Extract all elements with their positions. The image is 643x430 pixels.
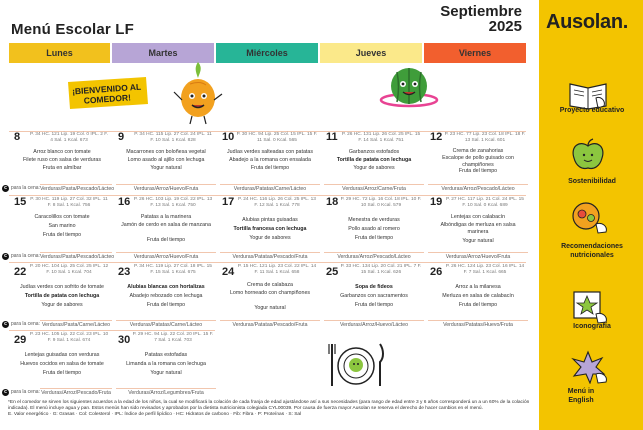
dish: Abadejo rebozado con lechuga bbox=[129, 293, 203, 299]
dish: Fruta del tiempo bbox=[42, 370, 82, 376]
nutrition-info: P. 30 HC. 119 Lip. 27 Col. 32 IPL. 11 F. 8 Sal. 1 Kcal. 756 bbox=[30, 197, 108, 208]
dish: Lentejas guisadas con verduras bbox=[24, 352, 100, 358]
welcome-banner bbox=[66, 76, 166, 116]
dinner-icon: c bbox=[2, 389, 9, 396]
day-number: 12 bbox=[430, 131, 443, 143]
dish: Pollo asado al romero bbox=[348, 226, 400, 232]
footer-line: indicada). El menú incluye agua y pan. Estos menús han sido revisados y aprobados por la dietista nutricionista colegiada CYL00039. Por causa de fuerza mayor Ausolan se reserva el derecho de hacer cambios en el menú. bbox=[8, 406, 483, 411]
dinner-icon: c bbox=[2, 185, 9, 192]
dish: Alubias pintas guisadas bbox=[242, 217, 298, 223]
day-number: 16 bbox=[118, 196, 131, 208]
dish: Fruta del tiempo bbox=[146, 237, 186, 243]
day-number: 22 bbox=[14, 266, 27, 278]
dish: Garbanzos con sacramentos bbox=[340, 293, 408, 299]
nutrition-info: P. 29 HC. 72 Lip. 16 Col. 18 IPL. 10 F. 10 Sal. 0 Kcal. 579 bbox=[340, 197, 422, 208]
day-header-wednesday: Miércoles bbox=[216, 43, 318, 63]
welcome-text: ¡BIENVENIDO AL COMEDOR! bbox=[71, 81, 142, 106]
day-cell bbox=[12, 263, 112, 307]
day-number: 29 bbox=[14, 334, 27, 346]
nutrition-info: P. 23 HC. 77 Lip. 23 Col. 18 IPL. 18 F. 13 Sal. 1 Kcal. 601 bbox=[444, 132, 526, 143]
dish: Lomo horneado con champiñones bbox=[229, 290, 311, 296]
dish: Arroz a la milanesa bbox=[455, 284, 501, 290]
dish: Fruta del tiempo bbox=[42, 232, 82, 238]
dish: Fruta del tiempo bbox=[458, 168, 498, 174]
dinner-suggestion: Verduras/Arroz/Legumbres/Fruta bbox=[116, 388, 216, 397]
dish-highlighted: Tortilla de patata con lechuga bbox=[24, 293, 100, 299]
dinner-suggestion: Verduras/Arroz/Huevo/Fruta bbox=[116, 252, 216, 261]
menu-title: Menú Escolar LF bbox=[11, 21, 135, 38]
dinner-label: para la cena: bbox=[11, 389, 40, 395]
dish: Jamón de cerdo en salsa de manzana bbox=[121, 222, 211, 228]
dinner-suggestion: Verduras/Arroz/Pescado/Lácteo bbox=[324, 252, 424, 261]
footer-notes bbox=[8, 400, 536, 418]
day-cell bbox=[12, 131, 112, 175]
dish: Fruta del tiempo bbox=[458, 302, 498, 308]
nutrition-info: P. 34 HC. 119 Lip. 27 Col. 18 IPL. 15 F. 15 Sal. 1 Kcal. 675 bbox=[134, 264, 212, 275]
plate-illustration bbox=[324, 340, 388, 390]
book-icon bbox=[566, 76, 610, 110]
day-number: 10 bbox=[222, 131, 235, 143]
dish: Lentejas con calabacín bbox=[450, 214, 506, 220]
dinner-suggestion: Verduras/Patatas/Huevo/Fruta bbox=[428, 320, 528, 329]
year-label: 2025 bbox=[488, 18, 522, 35]
nutrition-info: P. 15 HC. 121 Lip. 23 Col. 22 IPL. 14 F. 11 Sal. 1 Kcal. 658 bbox=[237, 264, 317, 275]
day-number: 9 bbox=[118, 131, 125, 143]
dish: Albóndigas de merluza en salsa marinera bbox=[440, 222, 516, 235]
dinner-suggestion: Verduras/Arroz/Pescado/Lácteo bbox=[428, 184, 528, 193]
day-number: 19 bbox=[430, 196, 443, 208]
dish: Yogur natural bbox=[150, 370, 182, 376]
dinner-label: para la cena: bbox=[11, 185, 40, 191]
dinner-suggestion: Verduras/Patatas/Carne/Lácteo bbox=[220, 184, 320, 193]
dish: Merluza en salsa de calabacín bbox=[442, 293, 514, 299]
nutrition-info: P. 29 HC. 94 Lip. 22 Col. 20 IPL. 15 F. 7 Sal. 1 Kcal. 703 bbox=[132, 332, 214, 343]
dinner-suggestion: Verduras/Arroz/Pescado/Fruta bbox=[41, 390, 111, 396]
day-number: 11 bbox=[326, 131, 338, 143]
day-header-friday: Viernes bbox=[424, 43, 526, 63]
day-cell bbox=[324, 196, 424, 240]
nutrition-info: P. 34 HC. 121 Lip. 19 Col. 0 IPL. 2 F. 4 Sal. 1 Kcal. 673 bbox=[29, 132, 109, 143]
dinner-suggestion: Verduras/Pasta/Carne/Lácteo bbox=[41, 322, 111, 328]
dish: Macarrones con boloñesa vegetal bbox=[126, 149, 206, 155]
day-number: 26 bbox=[430, 266, 443, 278]
nutrition-info: P. 23 HC. 105 Lip. 22 Col. 23 IPL. 10 F. 9 Sal. 1 Kcal. 674 bbox=[29, 332, 109, 343]
nutrition-info: P. 26 HC. 131 Lip. 26 Col. 25 IPL. 15 F. 14 Sal. 1 Kcal. 751 bbox=[341, 132, 421, 143]
dish: Fruta del tiempo bbox=[250, 165, 290, 171]
footer-legend: E. Valor energético · G: Grasas · Col: Colesterol · IPL: Índice de perfil lipídico · HC: Hidratos de carbono · Fib: Fibra · P: Proteínas · S: Sal bbox=[8, 412, 302, 417]
dish: Garbanzos estofados bbox=[348, 149, 400, 155]
dish: Judías verdes con sofrito de tomate bbox=[20, 284, 104, 290]
dish: Fruta del tiempo bbox=[354, 235, 394, 241]
dish: Crema de zanahorias bbox=[452, 148, 504, 154]
dish: Yogur natural bbox=[254, 305, 286, 311]
dinner-suggestion: Verduras/Arroz/Carne/Fruta bbox=[324, 184, 424, 193]
dinner-label: para la cena: bbox=[11, 253, 40, 259]
dish-highlighted: Tortilla francesa con lechuga bbox=[233, 226, 307, 232]
dish: Patatas a la marinera bbox=[140, 214, 192, 220]
dish: Crema de calabaza bbox=[247, 282, 293, 288]
nutrition-recommendation-icon bbox=[566, 200, 610, 234]
iconography-icon bbox=[566, 290, 610, 324]
day-number: 15 bbox=[14, 196, 27, 208]
dish: Fruta del tiempo bbox=[354, 302, 394, 308]
day-number: 17 bbox=[222, 196, 235, 208]
dinner-suggestion: Verduras/Patatas/Carne/Lácteo bbox=[116, 320, 216, 329]
dinner-suggestion: Verduras/Pasta/Pescado/Lácteo bbox=[40, 186, 115, 192]
day-cell bbox=[428, 131, 528, 175]
nutrition-info: P. 20 HC. 104 Lip. 25 Col. 25 IPL. 12 F. 10 Sal. 1 Kcal. 704 bbox=[29, 264, 109, 275]
sidebar-item-sostenibilidad[interactable]: Sostenibilidad bbox=[568, 178, 616, 185]
day-cell bbox=[116, 196, 216, 243]
day-number: 25 bbox=[326, 266, 339, 278]
sidebar-item-recomendaciones-nutricionales[interactable]: Recomendaciones nutricionales bbox=[561, 243, 623, 259]
day-cell bbox=[324, 131, 424, 175]
dinner-label: para la cena: bbox=[11, 321, 40, 327]
dish: Patatas estofadas bbox=[144, 352, 188, 358]
dish: Yogur natural bbox=[150, 165, 182, 171]
dish: Yogur de sabores bbox=[249, 235, 291, 241]
dinner-suggestion: Verduras/Pasta/Pescado/Lácteo bbox=[40, 254, 115, 260]
dish: Huevos cocidos en salsa de tomate bbox=[20, 361, 104, 367]
onion-character-illustration bbox=[170, 58, 226, 126]
dish: Caracolillos con tomate bbox=[34, 214, 90, 220]
brand-logo: Ausolan. bbox=[546, 11, 629, 33]
day-cell bbox=[428, 263, 528, 307]
day-number: 23 bbox=[118, 266, 131, 278]
dish: San marino bbox=[48, 223, 76, 229]
day-cell bbox=[428, 196, 528, 244]
day-cell bbox=[220, 131, 320, 175]
nutrition-info: P. 24 HC. 116 Lip. 26 Col. 25 IPL. 13 F. 12 Sal. 1 Kcal. 778 bbox=[238, 197, 316, 208]
dish: Menestra de verduras bbox=[348, 217, 400, 223]
dish-highlighted: Sopa de fideos bbox=[355, 284, 393, 290]
dish: Escalope de pollo guisado con champiñones bbox=[442, 155, 514, 168]
english-menu-icon bbox=[566, 350, 610, 384]
dinner-suggestion: Verduras/Arroz/Huevo/Lácteo bbox=[324, 320, 424, 329]
day-number: 18 bbox=[326, 196, 339, 208]
day-cell bbox=[116, 131, 216, 175]
dish: Yogur de sabores bbox=[41, 302, 83, 308]
dish: Lomo asado al ajillo con lechuga bbox=[127, 157, 205, 163]
dinner-suggestion: Verduras/Patatas/Pescado/Fruta bbox=[220, 252, 320, 261]
dish-highlighted: Tortilla de patata con lechuga bbox=[336, 157, 412, 163]
dish: Judías verdes salteadas con patatas bbox=[227, 149, 313, 155]
day-number: 24 bbox=[222, 266, 235, 278]
dish: Filete ruso con salsa de verduras bbox=[22, 157, 102, 163]
day-cell bbox=[220, 263, 320, 311]
day-cell bbox=[116, 331, 216, 375]
sidebar-item-proyecto-educativo[interactable]: Proyecto educativo bbox=[559, 107, 625, 114]
day-cell bbox=[12, 331, 112, 375]
dish-highlighted: Alubias blancas con hortalizas bbox=[127, 284, 205, 290]
day-cell bbox=[12, 196, 112, 240]
day-cell bbox=[324, 263, 424, 307]
nutrition-info: P. 26 HC. 103 Lip. 19 Col. 22 IPL. 13 F. 13 Sal. 1 Kcal. 750 bbox=[133, 197, 213, 208]
nutrition-info: P. 30 HC. 94 Lip. 25 Col. 15 IPL. 15 F. 11 Sal. 0 Kcal. 565 bbox=[236, 132, 318, 143]
dinner-icon: c bbox=[2, 253, 9, 260]
dinner-icon: c bbox=[2, 321, 9, 328]
day-header-tuesday: Martes bbox=[112, 43, 214, 63]
dinner-suggestion: Verduras/Arroz/Huevo/Fruta bbox=[428, 252, 528, 261]
sidebar-item-iconografia[interactable]: Iconografía bbox=[573, 323, 611, 330]
dish: Abadejo a la romana con ensalada bbox=[229, 157, 311, 163]
nutrition-info: P. 34 HC. 115 Lip. 27 Col. 24 IPL. 11 F. 10 Sal. 1 Kcal. 828 bbox=[134, 132, 212, 143]
nutrition-info: P. 27 HC. 117 Lip. 21 Col. 24 IPL. 15 F. 10 Sal. 0 Kcal. 689 bbox=[446, 197, 524, 208]
watermelon-character-illustration bbox=[378, 64, 440, 114]
dish: Yogur de sabores bbox=[353, 165, 395, 171]
day-number: 8 bbox=[14, 131, 21, 143]
dish: Arroz blanco con tomate bbox=[33, 149, 91, 155]
footer-line: *En el comedor se sirven los siguientes acuerdos a la edad de los niños, la cual se modificará la colación de cada franja de edad ajustándose así a sus necesidades (para rango de edad entre 3 y 6 años corresponderá un a un 60% de la colación bbox=[8, 400, 530, 405]
day-header-monday: Lunes bbox=[9, 43, 110, 63]
apple-sustainability-icon bbox=[566, 138, 610, 172]
day-number: 30 bbox=[118, 334, 131, 346]
sidebar-item-menu-english[interactable]: Menú in English bbox=[567, 388, 595, 404]
month-label: Septiembre bbox=[440, 3, 522, 20]
dinner-suggestion: Verduras/Patatas/Pescado/Fruta bbox=[220, 320, 320, 329]
day-cell bbox=[116, 263, 216, 307]
day-header-thursday: Jueves bbox=[320, 43, 422, 63]
dish: Fruta del tiempo bbox=[146, 302, 186, 308]
nutrition-info: P. 33 HC. 134 Lip. 20 Col. 21 IPL. 7 F. 15 Sal. 1 Kcal. 626 bbox=[340, 264, 422, 275]
dish: Limanda a la romana con lechuga bbox=[126, 361, 206, 367]
dish: Yogur natural bbox=[462, 238, 494, 244]
dish: Fruta en almíbar bbox=[42, 165, 82, 171]
nutrition-info: P. 26 HC. 124 Lip. 23 Col. 16 IPL. 14 F. 7 Sal. 1 Kcal. 665 bbox=[445, 264, 525, 275]
dinner-suggestion: Verduras/Arroz/Huevo/Fruta bbox=[116, 184, 216, 193]
day-cell bbox=[220, 196, 320, 240]
